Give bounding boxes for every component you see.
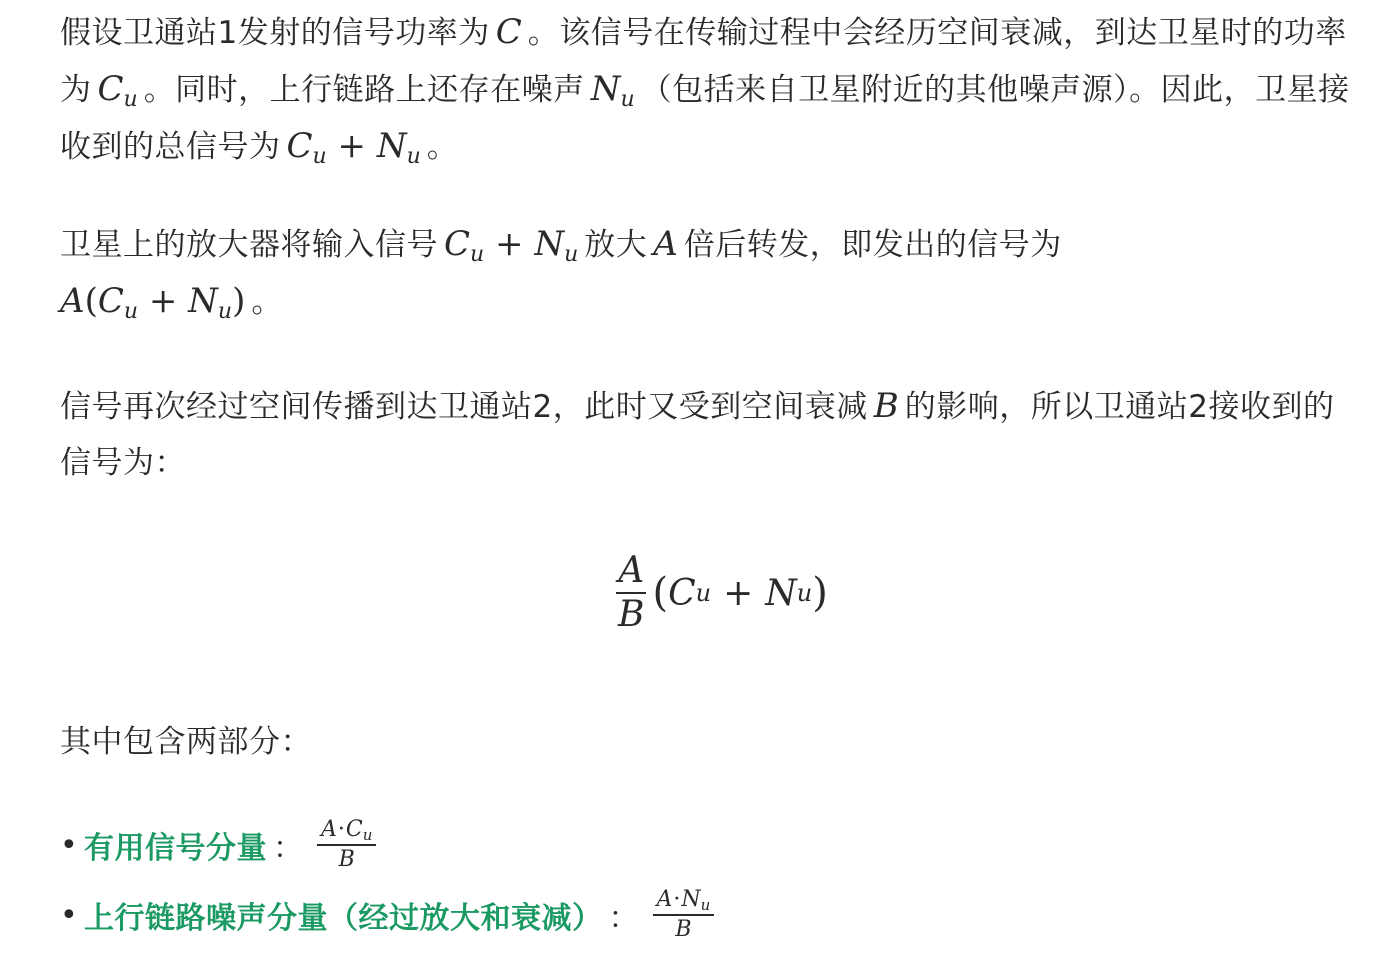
display-equation: $\frac{A}{B}$ ( C u + N u ) <box>618 550 828 635</box>
math-Cu-plus-Nu: $C_u + N_u$ <box>286 126 421 169</box>
text: 。同时，上行链路上还存在噪声 <box>143 72 585 108</box>
text: （包括来自卫星附近的其他噪声源）。因此，卫星接收到的总信号为 <box>60 72 1350 165</box>
list-item: • 有用信号分量 ： $\frac{A\cdot C_u}{B}$ <box>60 810 1360 880</box>
fraction-A-Cu-over-B: $\frac{A\cdot C_u}{B}$ <box>317 816 376 874</box>
math-Nu: $N_u$ <box>590 69 635 112</box>
text: 倍后转发，即发出的信号为 <box>683 227 1062 263</box>
text: 放大 <box>584 227 648 263</box>
math-A-times-sum: $A(C_u + N_u)$ <box>60 281 246 324</box>
text: 的影响，所以卫通站2接收到的信号为： <box>60 389 1335 481</box>
component-list <box>60 810 1360 950</box>
list-item-label: 上行链路噪声分量（经过放大和衰减） <box>84 901 603 936</box>
math-Cu: $C_u$ <box>97 69 138 112</box>
math-Cu-plus-Nu: $C_u + N_u$ <box>444 224 579 267</box>
text: 卫星上的放大器将输入信号 <box>60 227 438 263</box>
fraction-A-Nu-over-B: $\frac{A\cdot N_u}{B}$ <box>653 886 715 944</box>
bullet-icon: • <box>60 897 78 933</box>
list-item: • 上行链路噪声分量（经过放大和衰减） ： $\frac{A\cdot N_u}{B}$ <box>60 880 1360 950</box>
fraction-A-over-B: $\frac{A}{B}$ <box>618 550 645 635</box>
text: 假设卫通站1发射的信号功率为 <box>60 15 490 51</box>
text: 。 <box>426 129 459 165</box>
math-C: C <box>495 12 522 52</box>
paragraph-amplifier <box>60 216 1360 330</box>
text: 。 <box>251 284 283 320</box>
text: 信号再次经过空间传播到达卫通站2，此时又受到空间衰减 <box>60 389 868 425</box>
paragraph-uplink <box>60 4 1360 175</box>
math-A: A <box>653 224 678 264</box>
paragraph-components-intro: 其中包含两部分： <box>60 724 312 760</box>
list-item-label: 有用信号分量 <box>84 831 267 866</box>
text: 。该信号在传输过程中会经历空间衰减，到达卫星时的功率为 <box>60 15 1347 108</box>
math-B: B <box>873 386 899 426</box>
bullet-icon: • <box>60 827 78 863</box>
paragraph-downlink <box>60 378 1360 491</box>
